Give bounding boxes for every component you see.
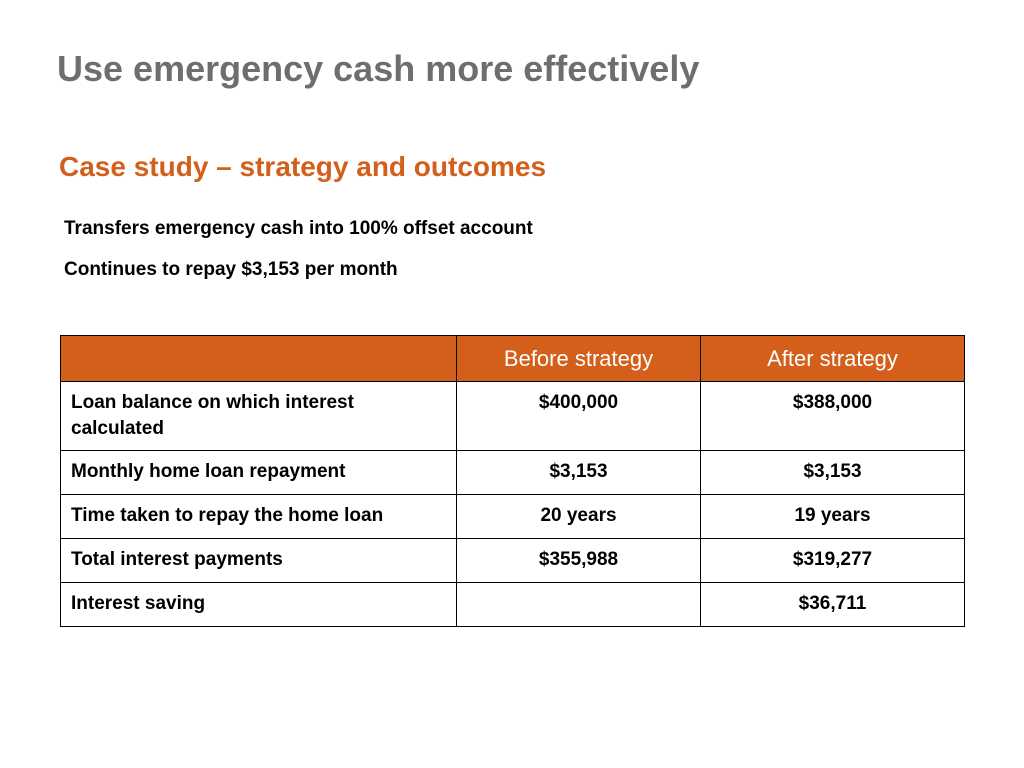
header-after-strategy: After strategy — [701, 336, 965, 382]
bullet-text-2: Continues to repay $3,153 per month — [64, 259, 398, 280]
row-label: Monthly home loan repayment — [61, 451, 457, 495]
before-value — [457, 583, 701, 627]
row-label: Time taken to repay the home loan — [61, 495, 457, 539]
after-value: $3,153 — [701, 451, 965, 495]
before-value: $400,000 — [457, 382, 701, 451]
row-label: Interest saving — [61, 583, 457, 627]
before-value: $3,153 — [457, 451, 701, 495]
after-value: $388,000 — [701, 382, 965, 451]
after-value: $36,711 — [701, 583, 965, 627]
table-row — [61, 495, 965, 539]
table-row — [61, 382, 965, 451]
before-value: $355,988 — [457, 539, 701, 583]
header-cell-empty — [61, 336, 457, 382]
table-header-row — [61, 336, 965, 382]
after-value: 19 years — [701, 495, 965, 539]
row-label: Total interest payments — [61, 539, 457, 583]
slide-subtitle: Case study – strategy and outcomes — [59, 151, 547, 182]
bullet-text-1: Transfers emergency cash into 100% offset account — [64, 218, 533, 239]
table-row — [61, 539, 965, 583]
comparison-table — [60, 335, 965, 627]
row-label: Loan balance on which interest calculated — [61, 382, 457, 451]
header-before-strategy: Before strategy — [457, 336, 701, 382]
table-row — [61, 451, 965, 495]
slide-title: Use emergency cash more effectively — [57, 48, 700, 89]
before-value: 20 years — [457, 495, 701, 539]
after-value: $319,277 — [701, 539, 965, 583]
table-row — [61, 583, 965, 627]
